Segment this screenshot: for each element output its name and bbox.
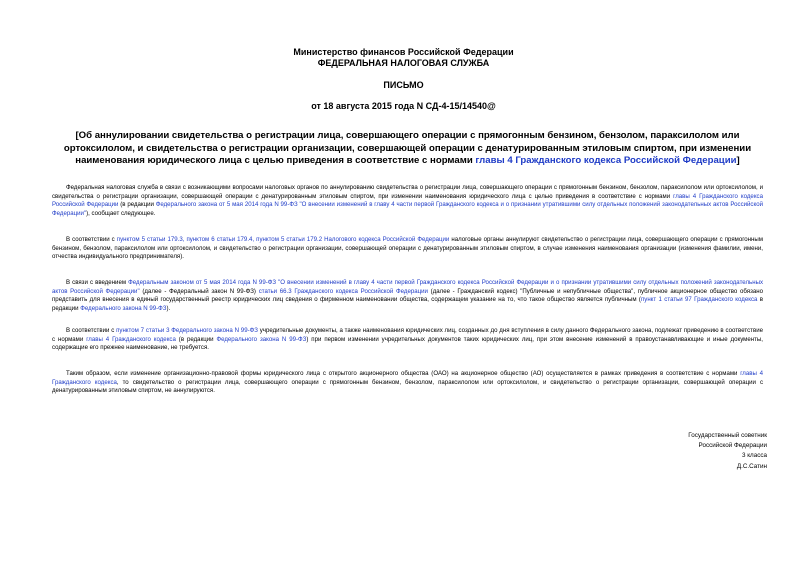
paragraph-2: [52, 236, 763, 262]
text: В соответствии с: [66, 236, 117, 243]
link-gk-chapter-4[interactable]: главы 4 Гражданского кодекса: [52, 370, 763, 386]
signature-block: [647, 431, 767, 472]
text: , то свидетельство о регистрации лица, совершающего операции с прямогонным бензином, бензолом, параксилолом или ортоксилолом, и свидетельство о регистрации организации, совершающей операции с денатурированным этиловым спиртом, не аннулируются.: [52, 378, 763, 395]
paragraph-5: [52, 370, 763, 396]
text: ) при первом изменении учредительных документов таких юридических лиц, при этом внесение изменений в правоустанавливающие и иные документы, содержащие его прежнее наименование, не требуется.: [52, 335, 763, 352]
text: (в редакции: [118, 201, 156, 209]
date-number: от 18 августа 2015 года N СД-4-15/14540@: [311, 101, 496, 111]
text: ).: [166, 304, 171, 312]
signature-class: 3 класса: [741, 452, 767, 460]
document-title: [52, 130, 763, 168]
link-gk-article-66-3[interactable]: статьи 66.3 Гражданского кодекса Российской Федерации: [258, 287, 428, 295]
service-heading: ФЕДЕРАЛЬНАЯ НАЛОГОВАЯ СЛУЖБА: [317, 58, 490, 68]
title-link[interactable]: главы 4 Гражданского кодекса Российской Федерации: [475, 155, 737, 166]
text: В связи с введением: [66, 279, 129, 286]
document-type: ПИСЬМО: [383, 80, 424, 90]
link-gk-chapter-4[interactable]: главы 4 Гражданского кодекса: [86, 335, 176, 343]
text: Федеральная налоговая служба в связи с возникающими вопросами налоговых органов по аннулированию свидетельства о регистрации лица, совершающего операции с прямогонным бензином, бензолом, параксилолом или ортоксилолом, и свидетельства о регистрации организации, совершающей операции с денатурированным этиловым спиртом, при изменении наименования юридического лица с целью приведения в соответствие с нормами: [52, 184, 763, 200]
ministry-heading: Министерство финансов Российской Федерации: [293, 47, 514, 57]
title-text: [Об аннулировании свидетельства о регистрации лица, совершающего операции с прямогонным бензином, бензолом, параксилолом или ортоксилолом, и свидетельства о регистрации организации, совершающей операции с денатурированным этиловым спиртом, при изменении наименования юридического лица с целью приведения в соответствие с нормами: [63, 130, 752, 166]
link-federal-law-99[interactable]: Федерального закона N 99-ФЗ: [80, 304, 167, 312]
text: налоговые органы аннулируют свидетельство о регистрации лица, совершающего операции с прямогонным бензином, бензолом, параксилолом или ортоксилолом, и свидетельство о регистрации организации, совершающей операции с денатурированным этиловым спиртом, в случае изменения наименования организации (изменения фамилии, имени, отчества индивидуального предпринимателя).: [52, 236, 763, 261]
link-law-99-article-3[interactable]: пунктом 7 статьи 3 Федерального закона N 99-ФЗ: [116, 327, 258, 334]
paragraph-1: [52, 184, 763, 218]
signature-title: Государственный советник: [688, 432, 767, 439]
text: (далее - Гражданский кодекс) "Публичные и непубличные общества", публичное акционерное общество обязано представить для внесения в единый государственный реестр юридических лиц сведения о фирменном наименовании общества, содержащем указание на то, что такое общество является публичным (: [52, 287, 764, 304]
text: в редакции: [52, 296, 763, 312]
text: Таким образом, если изменение организационно-правовой формы юридического лица с открытого акционерного общества (ОАО) на акционерное общество (АО) осуществляется в рамках приведения в соответствие с нормами: [66, 370, 741, 377]
link-federal-law-99[interactable]: Федерального закона от 5 мая 2014 года N 99-ФЗ "О внесении изменений в главу 4 части первой Гражданского кодекса и о признании утратившими силу отдельных положений законодательных актов Российской Федерации": [52, 201, 763, 217]
paragraph-4: [52, 327, 763, 353]
signature-country: Российской Федерации: [698, 442, 767, 450]
text: (далее - Федеральный закон N 99-ФЗ): [139, 287, 259, 295]
link-gk-chapter-4[interactable]: главы 4 Гражданского кодекса Российской Федерации: [52, 192, 763, 209]
paragraph-3: [52, 279, 763, 313]
text: (в редакции: [175, 335, 217, 343]
link-tax-code[interactable]: пунктом 5 статьи 179.3, пунктом 6 статьи 179.4, пунктом 5 статьи 179.2 Налогового кодекса Российской Федерации: [116, 236, 450, 243]
text: В соответствии с: [66, 327, 117, 334]
text: учредительные документы, а также наименования юридических лиц, созданных до дня вступления в силу данного Федерального закона, подлежат приведению в соответствие с нормами: [52, 327, 763, 343]
link-federal-law-99[interactable]: Федерального закона N 99-ФЗ: [216, 335, 307, 343]
signature-name: Д.С.Сатин: [736, 462, 767, 470]
link-gk-article-97[interactable]: пункт 1 статьи 97 Гражданского кодекса: [640, 296, 758, 304]
link-federal-law-99[interactable]: Федеральным законом от 5 мая 2014 года N 99-ФЗ "О внесении изменений в главу 4 части первой Гражданского кодекса Российской Федерации и о признании утратившими силу отдельных положений законодательных актов Российской Федерации": [52, 279, 763, 295]
title-end: ]: [736, 155, 740, 166]
text: ), сообщает следующее.: [86, 209, 156, 217]
